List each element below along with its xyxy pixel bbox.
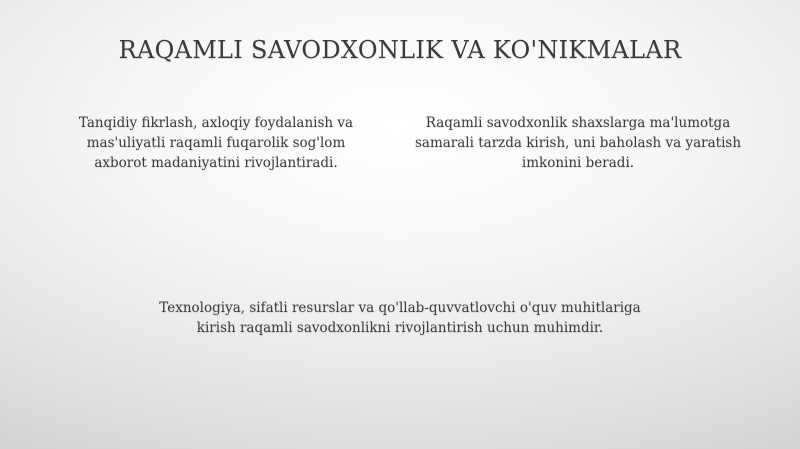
right-paragraph-line: Raqamli savodxonlik shaxslarga ma'lumotga [425, 115, 731, 131]
bottom-paragraph [100, 298, 700, 338]
right-paragraph [398, 113, 758, 173]
left-paragraph-line: mas'uliyatli raqamli fuqarolik sog'lom [86, 135, 346, 151]
bottom-paragraph-line: Texnologiya, sifatli resurslar va qo'llab-quvvatlovchi o'quv muhitlariga [159, 300, 641, 316]
left-paragraph-line: Tanqidiy fikrlash, axloqiy foydalanish va [78, 115, 354, 131]
left-paragraph-line: axborot madaniyatini rivojlantiradi. [94, 155, 338, 171]
right-paragraph-line: samarali tarzda kirish, uni baholash va yaratish [414, 135, 742, 151]
right-paragraph-line: imkonini beradi. [521, 155, 635, 171]
slide-title: RAQAMLI SAVODXONLIK VA KO'NIKMALAR [118, 36, 682, 64]
left-paragraph [44, 113, 388, 173]
bottom-paragraph-line: kirish raqamli savodxonlikni rivojlantirish uchun muhimdir. [196, 320, 604, 336]
